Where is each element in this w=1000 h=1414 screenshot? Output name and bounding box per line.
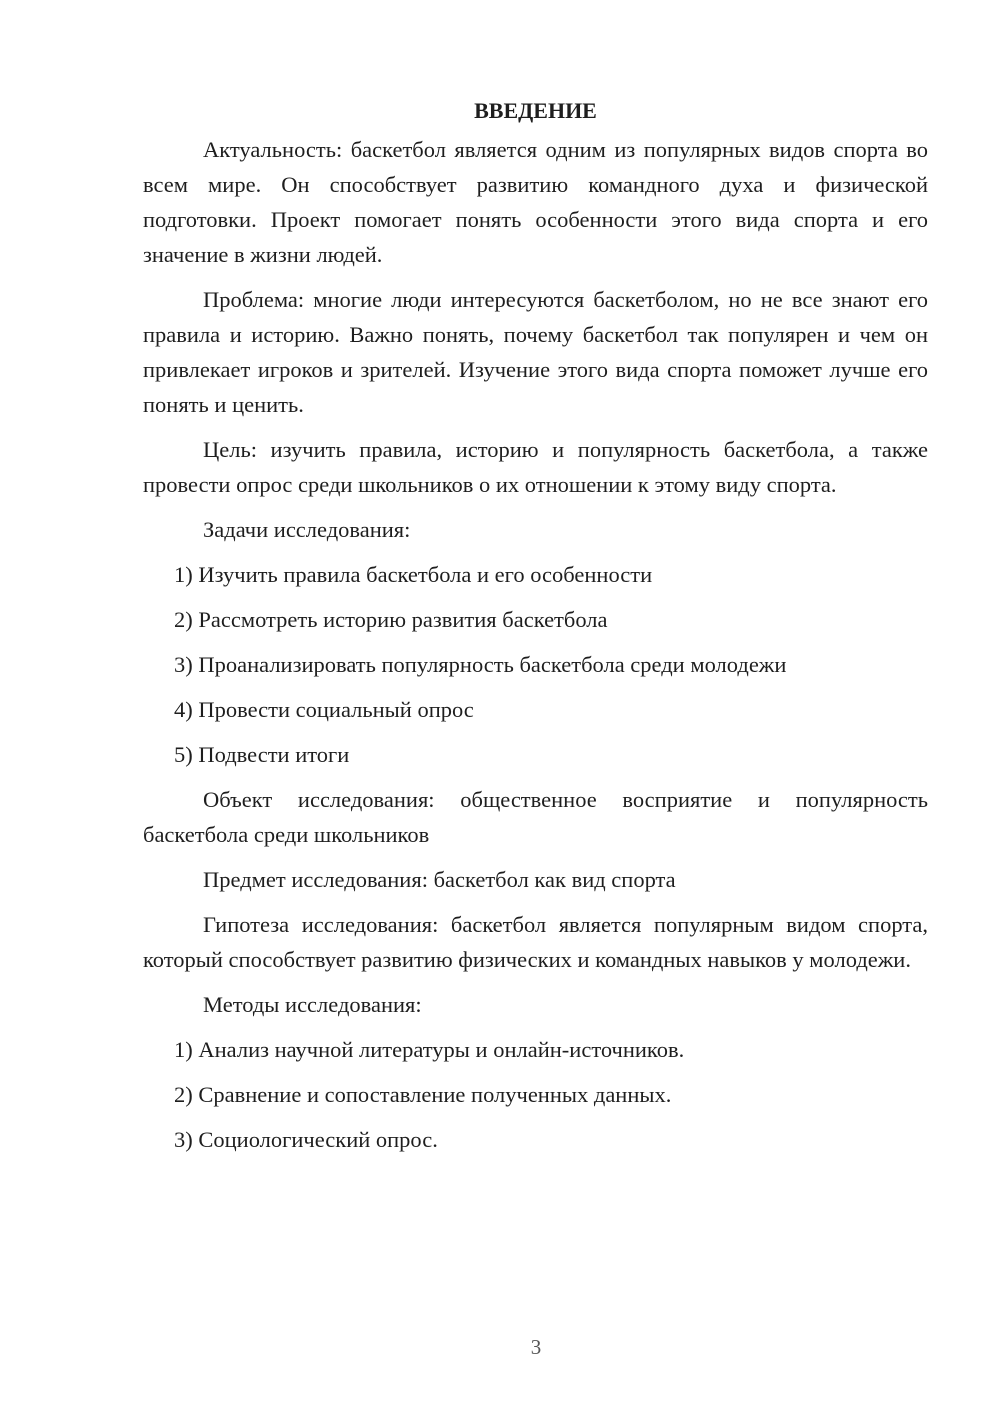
task-item: 1) Изучить правила баскетбола и его особенности — [174, 562, 653, 587]
paragraph-relevance: Актуальность: баскетбол является одним из популярных видов спорта во всем мире. Он способствует развитию командного духа и физической подготовки. Проект помогает понять особенности этого вида спорта и его значение в жизни людей. — [143, 137, 928, 267]
task-item: 4) Провести социальный опрос — [174, 697, 474, 722]
page-number: 3 — [530, 1335, 542, 1359]
task-item: 3) Проанализировать популярность баскетбола среди молодежи — [174, 652, 787, 677]
tasks-list — [143, 557, 928, 772]
task-item: 5) Подвести итоги — [174, 742, 350, 767]
methods-list — [143, 1032, 928, 1157]
method-item: 3) Социологический опрос. — [174, 1127, 438, 1152]
paragraph-problem: Проблема: многие люди интересуются баскетболом, но не все знают его правила и историю. Важно понять, почему баскетбол так популярен и чем он привлекает игроков и зрителей. Изучение этого вида спорта поможет лучше его понять и ценить. — [143, 287, 928, 417]
task-item: 2) Рассмотреть историю развития баскетбола — [174, 607, 608, 632]
section-title: ВВЕДЕНИЕ — [474, 98, 597, 123]
paragraph-goal: Цель: изучить правила, историю и популярность баскетбола, а также провести опрос среди школьников о их отношении к этому виду спорта. — [143, 437, 928, 497]
paragraph-subject: Предмет исследования: баскетбол как вид спорта — [203, 867, 676, 892]
tasks-heading: Задачи исследования: — [203, 517, 411, 542]
paragraph-object: Объект исследования: общественное восприятие и популярность баскетбола среди школьников — [143, 787, 928, 847]
method-item: 1) Анализ научной литературы и онлайн-источников. — [174, 1037, 685, 1062]
paragraph-hypothesis: Гипотеза исследования: баскетбол является популярным видом спорта, который способствует развитию физических и командных навыков у молодежи. — [143, 912, 928, 972]
method-item: 2) Сравнение и сопоставление полученных данных. — [174, 1082, 672, 1107]
page-content — [143, 93, 928, 1167]
methods-heading: Методы исследования: — [203, 992, 422, 1017]
